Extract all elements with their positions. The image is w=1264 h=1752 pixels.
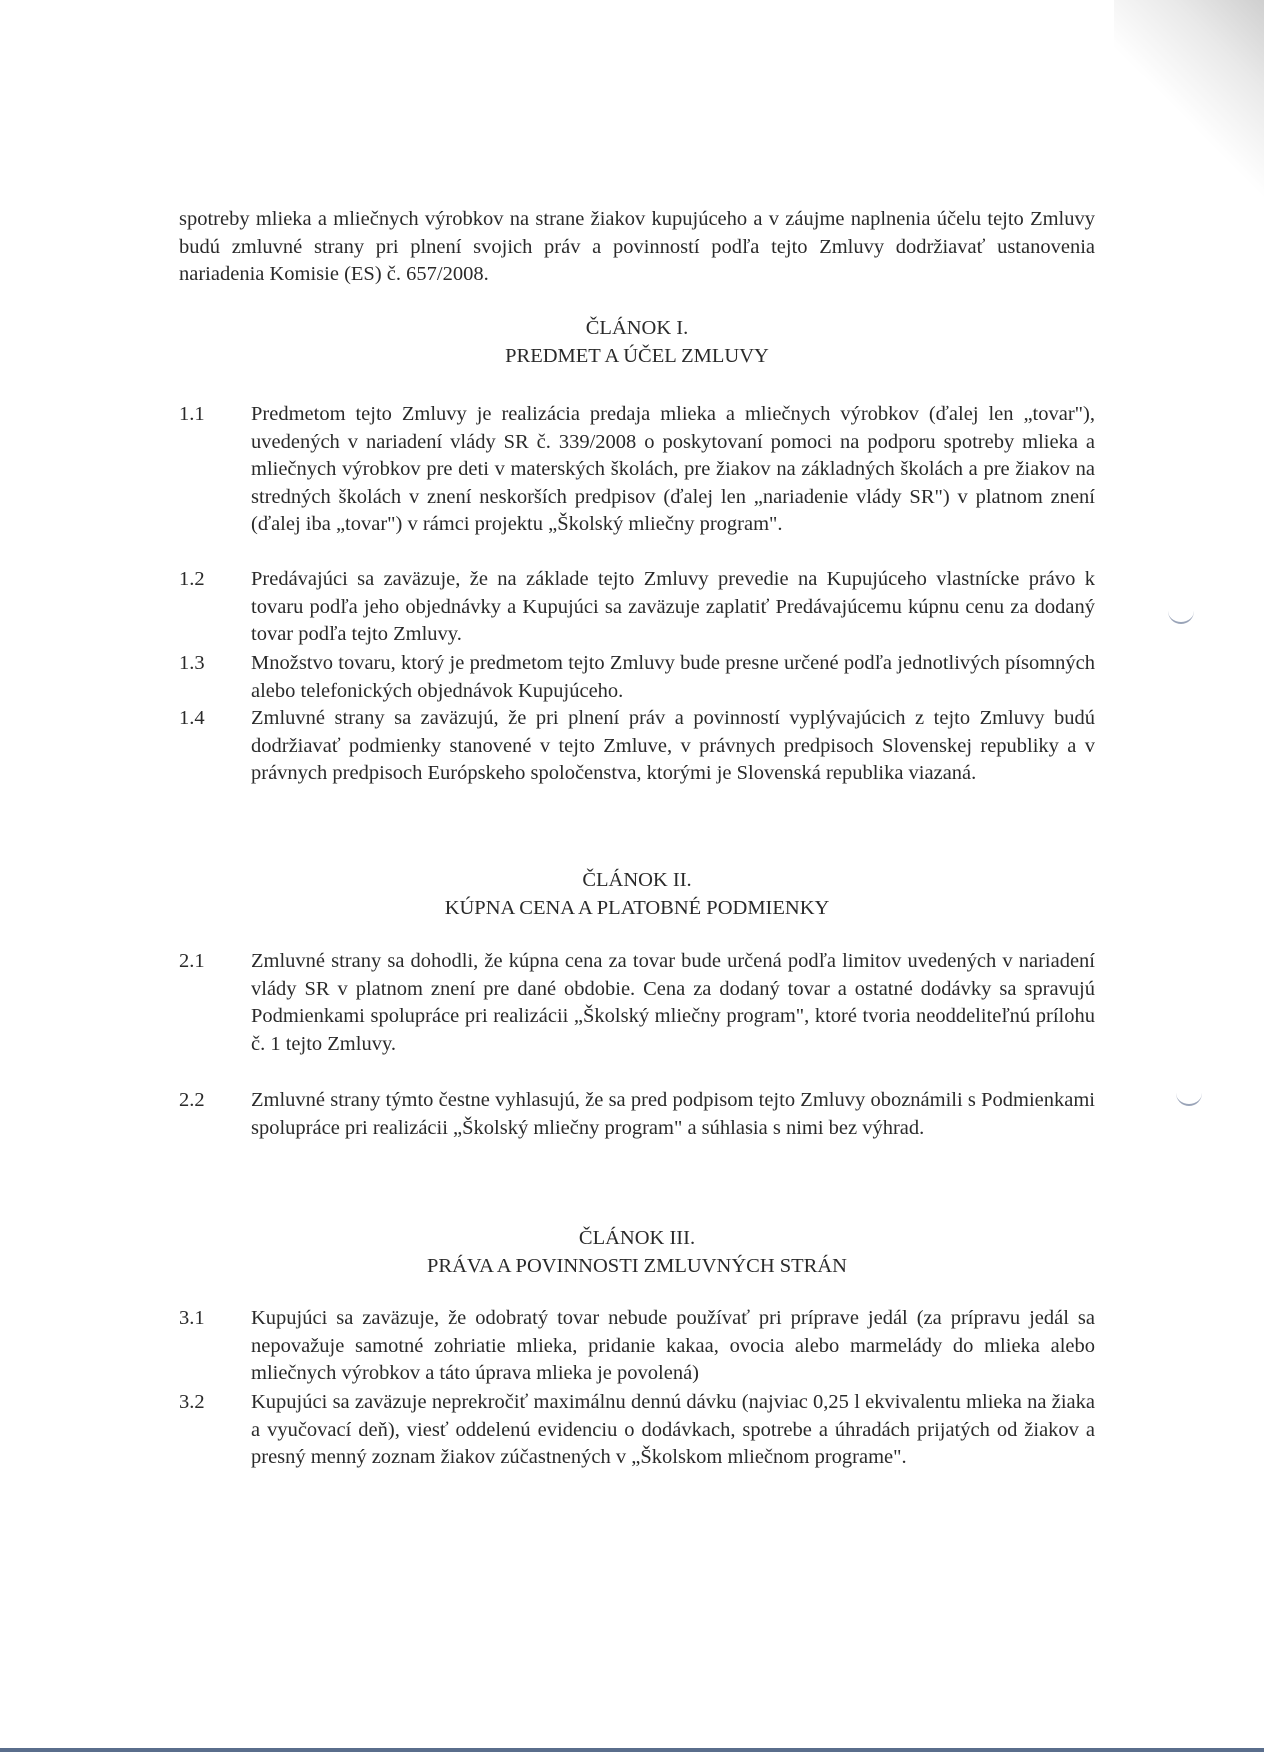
paragraph-text: Predmetom tejto Zmluvy je realizácia predaja mlieka a mliečnych výrobkov (ďalej len „tovar"), uvedených v nariadení vlády SR č. 339/2008 o poskytovaní pomoci na podporu spotreby mlieka a mliečnych výrobkov pre deti v materských školách, pre žiakov na základných školách a pre žiakov na stredných školách v znení neskorších predpisov (ďalej len „nariadenie vlády SR") v platnom znení (ďalej iba „tovar") v rámci projektu „Školský mliečny program".: [251, 403, 1095, 536]
scan-bottom-edge: [0, 1748, 1264, 1752]
paragraph-text: Zmluvné strany týmto čestne vyhlasujú, že sa pred podpisom tejto Zmluvy oboznámili s Podmienkami spolupráce pri realizácii „Školský mliečny program" a súhlasia s nimi bez výhrad.: [251, 1089, 1095, 1139]
paragraph-text: Kupujúci sa zaväzuje, že odobratý tovar nebude používať pri príprave jedál (za prípravu jedál sa nepovažuje samotné zohriatie mlieka, pridanie kakaa, ovocia alebo marmelády do mlieka alebo mliečnych výrobkov a táto úprava mlieka je povolená): [251, 1307, 1095, 1385]
paragraph-text: Zmluvné strany sa zaväzujú, že pri plnení práv a povinností vyplývajúcich z tejto Zmluvy budú dodržiavať podmienky stanovené v tejto Zmluve, v právnych predpisoch Slovenskej republiky a v právnych predpisoch Európskeho spoločenstva, ktorými je Slovenská republika viazaná.: [251, 707, 1095, 785]
paragraph-number: 1.1: [179, 403, 205, 425]
paragraph-text: Množstvo tovaru, ktorý je predmetom tejto Zmluvy bude presne určené podľa jednotlivých písomných alebo telefonických objednávok Kupujúceho.: [251, 652, 1095, 702]
article-title: KÚPNA CENA A PLATOBNÉ PODMIENKY: [444, 897, 830, 919]
article-number: ČLÁNOK I.: [585, 317, 689, 339]
article-heading: [179, 866, 1095, 922]
paragraph-text: Zmluvné strany sa dohodli, že kúpna cena za tovar bude určená podľa limitov uvedených v nariadení vlády SR v platnom znení pre dané obdobie. Cena za dodaný tovar a ostatné dodávky sa spravujú Podmienkami spolupráce pri realizácii „Školský mliečny program", ktoré tvoria neoddeliteľnú prílohu č. 1 tejto Zmluvy.: [251, 950, 1095, 1055]
paragraph-text: Kupujúci sa zaväzuje neprekročiť maximálnu dennú dávku (najviac 0,25 l ekvivalentu mlieka na žiaka a vyučovací deň), viesť oddelenú evidenciu o dodávkach, spotrebe a úhradách prijatých od žiakov a presný menný zoznam žiakov zúčastnených v „Školskom mliečnom programe".: [251, 1391, 1095, 1469]
article-heading: [179, 314, 1095, 370]
paragraph-number: 3.1: [179, 1307, 205, 1329]
article-title: PRÁVA A POVINNOSTI ZMLUVNÝCH STRÁN: [427, 1255, 847, 1277]
paragraph-number: 1.4: [179, 707, 205, 729]
article-number: ČLÁNOK II.: [582, 869, 692, 891]
paragraph-number: 1.2: [179, 568, 205, 590]
article-title: PREDMET A ÚČEL ZMLUVY: [505, 345, 769, 367]
paragraph-number: 2.2: [179, 1089, 205, 1111]
page-fold-shadow: [1114, 0, 1264, 210]
paragraph-number: 3.2: [179, 1391, 205, 1413]
paragraph-number: 1.3: [179, 652, 205, 674]
paragraph-text: Predávajúci sa zaväzuje, že na základe tejto Zmluvy prevedie na Kupujúceho vlastnícke právo k tovaru podľa jeho objednávky a Kupujúci sa zaväzuje zaplatiť Predávajúcemu kúpnu cenu za dodaný tovar podľa tejto Zmluvy.: [251, 568, 1095, 646]
article-number: ČLÁNOK III.: [578, 1227, 696, 1249]
punch-hole-mark: [1168, 606, 1194, 624]
paragraph-number: 2.1: [179, 950, 205, 972]
article-heading: [179, 1224, 1095, 1280]
punch-hole-mark: [1176, 1088, 1202, 1106]
intro-paragraph: spotreby mlieka a mliečnych výrobkov na strane žiakov kupujúceho a v záujme naplnenia účelu tejto Zmluvy budú zmluvné strany pri plnení svojich práv a povinností podľa tejto Zmluvy dodržiavať ustanovenia nariadenia Komisie (ES) č. 657/2008.: [179, 208, 1095, 286]
